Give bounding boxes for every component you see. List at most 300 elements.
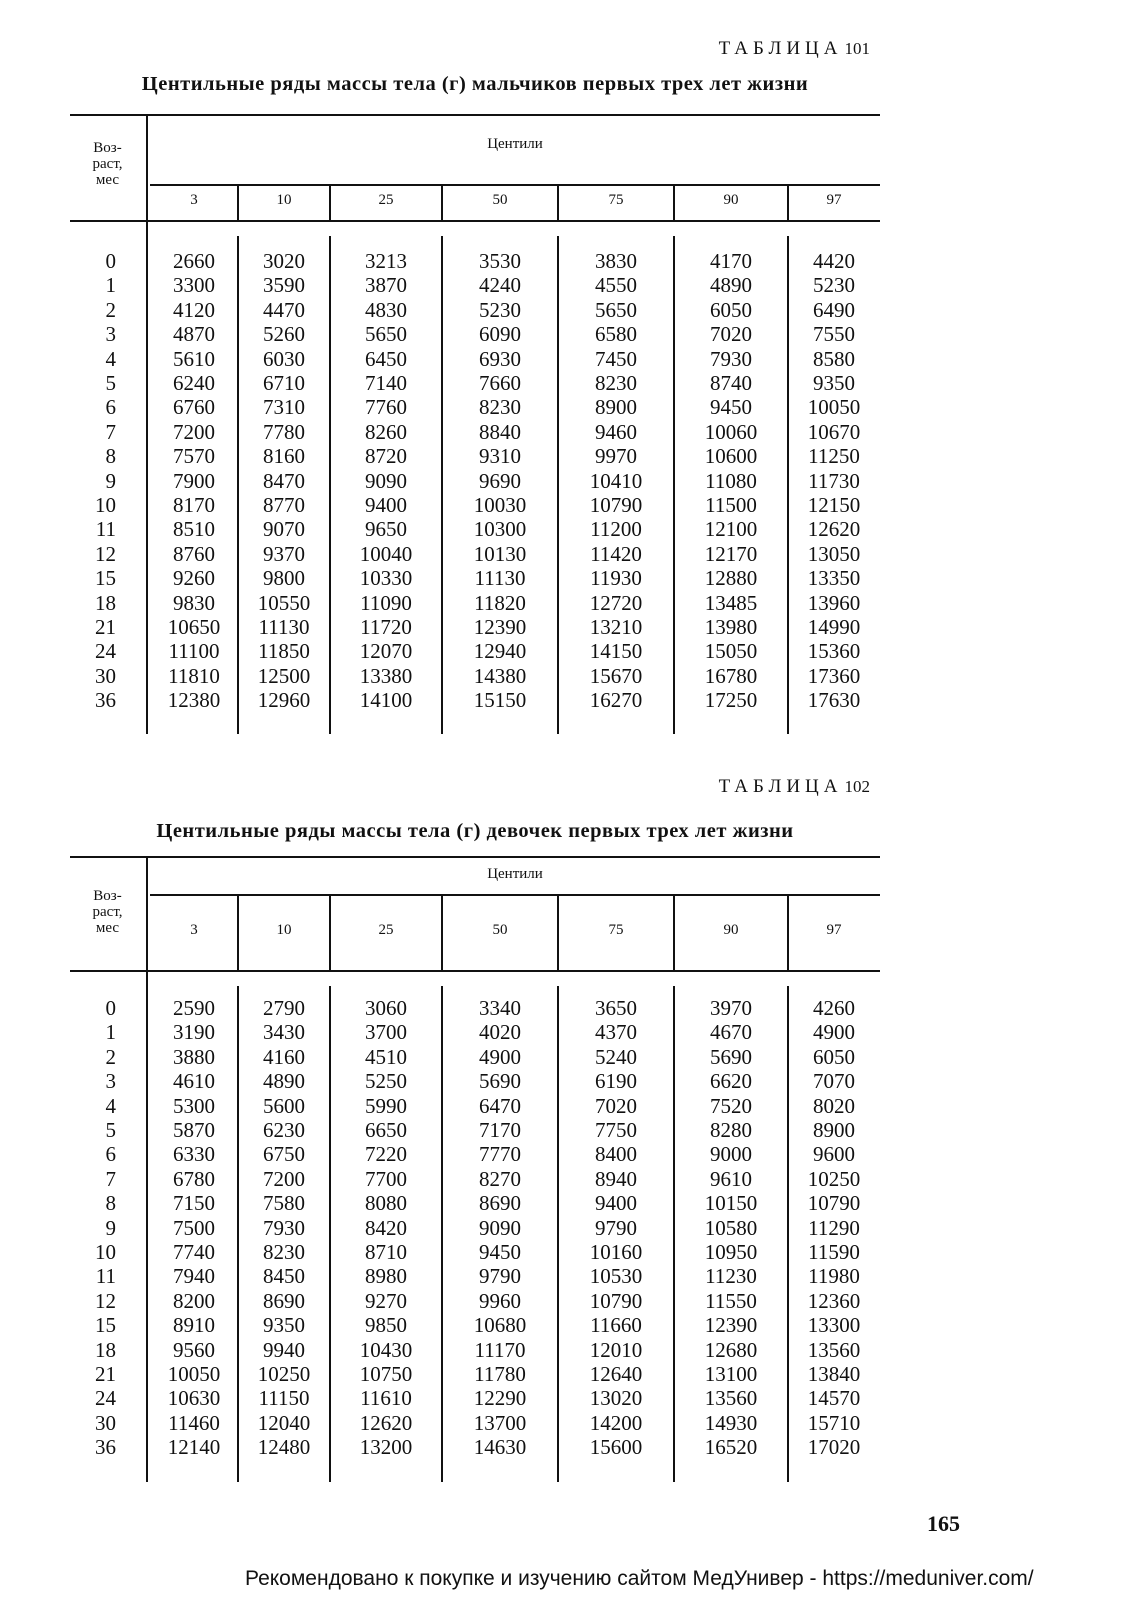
- value-cell: 8400: [595, 1142, 637, 1167]
- value-cell: 3830: [595, 249, 637, 273]
- value-cell: 11850: [258, 639, 310, 664]
- value-cell: 9400: [365, 493, 407, 517]
- table-102-title: Центильные ряды массы тела (г) девочек первых трех лет жизни: [156, 820, 794, 842]
- column-header-centile-25: 25: [378, 192, 394, 208]
- value-cell: 14380: [473, 663, 527, 688]
- age-cell: 36: [95, 1435, 116, 1460]
- table-label-word: ТАБЛИЦА: [718, 38, 843, 59]
- value-cell: 9650: [365, 517, 407, 542]
- value-cell: 11610: [360, 1386, 412, 1411]
- value-cell: 3870: [365, 273, 407, 298]
- value-cell: 10950: [704, 1240, 758, 1264]
- value-cell: 15150: [473, 688, 527, 713]
- value-cell: 13020: [589, 1386, 643, 1411]
- value-cell: 12620: [807, 517, 861, 542]
- value-cell: 10790: [589, 493, 643, 517]
- value-cell: 9350: [813, 371, 855, 395]
- value-cell: 9560: [173, 1337, 215, 1362]
- value-cell: 5650: [365, 322, 407, 347]
- value-cell: 7770: [479, 1142, 521, 1167]
- column-divider-line: [237, 236, 239, 734]
- age-header-line-1: Воз-: [93, 888, 122, 904]
- table-row: [70, 591, 880, 616]
- table-row: [70, 1411, 880, 1436]
- value-cell: 15600: [589, 1435, 643, 1460]
- value-cell: 10150: [704, 1191, 758, 1216]
- value-cell: 7150: [173, 1191, 215, 1216]
- footer-recommendation: Рекомендовано к покупке и изучению сайтом МедУнивер - https://meduniver.com/: [245, 1567, 1034, 1590]
- value-cell: 12100: [704, 517, 758, 542]
- value-cell: 14630: [473, 1435, 527, 1460]
- column-header-centile-10: 10: [276, 192, 292, 208]
- value-cell: 11550: [705, 1288, 757, 1313]
- age-cell: 2: [105, 297, 116, 322]
- value-cell: 7020: [595, 1093, 637, 1118]
- value-cell: 3650: [595, 996, 637, 1020]
- value-cell: 17630: [807, 688, 861, 713]
- age-cell: 10: [95, 493, 116, 517]
- age-cell: 21: [95, 1362, 116, 1386]
- age-cell: 6: [105, 395, 116, 420]
- age-cell: 4: [105, 346, 116, 371]
- value-cell: 3880: [173, 1044, 215, 1069]
- value-cell: 2790: [263, 996, 305, 1020]
- value-cell: 13700: [473, 1410, 527, 1435]
- value-cell: 4020: [479, 1020, 521, 1045]
- value-cell: 5690: [479, 1069, 521, 1094]
- value-cell: 8020: [813, 1093, 855, 1118]
- age-header-line-3: мес: [95, 172, 120, 188]
- value-cell: 5990: [365, 1093, 407, 1118]
- value-cell: 8170: [173, 493, 215, 517]
- value-cell: 8230: [479, 395, 521, 420]
- value-cell: 11230: [705, 1264, 757, 1289]
- column-divider-line: [237, 184, 239, 220]
- value-cell: 16780: [704, 663, 758, 688]
- value-cell: 7220: [365, 1142, 407, 1167]
- value-cell: 12290: [473, 1386, 527, 1411]
- value-cell: 9450: [479, 1240, 521, 1264]
- value-cell: 4900: [813, 1020, 855, 1045]
- column-divider-line: [557, 986, 559, 1482]
- table-row: [70, 469, 880, 494]
- value-cell: 12380: [167, 688, 221, 713]
- age-cell: 5: [105, 371, 116, 395]
- value-cell: 6030: [263, 346, 305, 371]
- value-cell: 4170: [710, 249, 752, 273]
- age-cell: 2: [105, 1044, 116, 1069]
- value-cell: 12040: [257, 1410, 311, 1435]
- age-cell: 30: [95, 663, 116, 688]
- value-cell: 14990: [807, 615, 861, 639]
- value-cell: 12360: [807, 1288, 861, 1313]
- value-cell: 4470: [263, 297, 305, 322]
- column-divider-line: [673, 894, 675, 970]
- value-cell: 4830: [365, 297, 407, 322]
- column-header-centile-75: 75: [608, 192, 624, 208]
- value-cell: 8080: [365, 1191, 407, 1216]
- age-header-line-2: раст,: [92, 904, 123, 920]
- column-divider-line: [557, 184, 559, 220]
- value-cell: 4160: [263, 1044, 305, 1069]
- value-cell: 11170: [474, 1337, 526, 1362]
- value-cell: 8710: [365, 1240, 407, 1264]
- value-cell: 11290: [808, 1215, 860, 1240]
- value-cell: 11930: [590, 566, 642, 591]
- value-cell: 11460: [168, 1410, 220, 1435]
- value-cell: 13980: [704, 615, 758, 639]
- value-cell: 12500: [257, 663, 311, 688]
- column-divider-line: [557, 894, 559, 970]
- value-cell: 11590: [808, 1240, 860, 1264]
- value-cell: 3340: [479, 996, 521, 1020]
- table-row: [70, 517, 880, 542]
- table-row: [70, 298, 880, 323]
- table-row: [70, 1313, 880, 1338]
- table-row: [70, 639, 880, 664]
- value-cell: 15670: [589, 663, 643, 688]
- value-cell: 7450: [595, 346, 637, 371]
- value-cell: 14100: [359, 688, 413, 713]
- value-cell: 6780: [173, 1166, 215, 1191]
- value-cell: 11080: [705, 468, 757, 493]
- value-cell: 10130: [473, 541, 527, 566]
- table-row: [70, 1289, 880, 1314]
- value-cell: 12480: [257, 1435, 311, 1460]
- value-cell: 4890: [263, 1069, 305, 1094]
- value-cell: 4890: [710, 273, 752, 298]
- centiles-header: Центили: [487, 136, 543, 152]
- value-cell: 6750: [263, 1142, 305, 1167]
- age-cell: 3: [105, 1069, 116, 1094]
- age-cell: 3: [105, 322, 116, 347]
- age-cell: 21: [95, 615, 116, 639]
- age-cell: 0: [105, 249, 116, 273]
- table-row: [70, 1264, 880, 1289]
- column-divider-line: [441, 184, 443, 220]
- value-cell: 7760: [365, 395, 407, 420]
- value-cell: 9370: [263, 541, 305, 566]
- value-cell: 9450: [710, 395, 752, 420]
- value-cell: 3300: [173, 273, 215, 298]
- value-cell: 6090: [479, 322, 521, 347]
- value-cell: 3020: [263, 249, 305, 273]
- table-row: [70, 1118, 880, 1143]
- value-cell: 4610: [173, 1069, 215, 1094]
- value-cell: 7700: [365, 1166, 407, 1191]
- value-cell: 12390: [704, 1313, 758, 1338]
- value-cell: 4670: [710, 1020, 752, 1045]
- centiles-rule: [150, 184, 880, 186]
- value-cell: 7660: [479, 371, 521, 395]
- value-cell: 8720: [365, 444, 407, 469]
- table-row: [70, 1240, 880, 1265]
- value-cell: 13560: [807, 1337, 861, 1362]
- age-cell: 15: [95, 566, 116, 591]
- value-cell: 9070: [263, 517, 305, 542]
- value-cell: 8470: [263, 468, 305, 493]
- column-header-centile-90: 90: [723, 922, 739, 938]
- value-cell: 7940: [173, 1264, 215, 1289]
- value-cell: 9350: [263, 1313, 305, 1338]
- table-row: [70, 420, 880, 445]
- value-cell: 10580: [704, 1215, 758, 1240]
- value-cell: 8450: [263, 1264, 305, 1289]
- age-cell: 18: [95, 1337, 116, 1362]
- table-row: [70, 493, 880, 518]
- age-cell: 9: [105, 468, 116, 493]
- value-cell: 7200: [173, 419, 215, 444]
- value-cell: 10670: [807, 419, 861, 444]
- table-101-label: [719, 38, 870, 60]
- age-cell: 9: [105, 1215, 116, 1240]
- value-cell: 6450: [365, 346, 407, 371]
- table-row: [70, 566, 880, 591]
- age-header-line-1: Воз-: [93, 140, 122, 156]
- value-cell: 8900: [813, 1118, 855, 1142]
- value-cell: 10160: [589, 1240, 643, 1264]
- value-cell: 8690: [479, 1191, 521, 1216]
- value-cell: 9800: [263, 566, 305, 591]
- value-cell: 10430: [359, 1337, 413, 1362]
- table-row: [70, 1045, 880, 1070]
- value-cell: 7780: [263, 419, 305, 444]
- column-divider-line: [673, 184, 675, 220]
- value-cell: 11100: [168, 639, 220, 664]
- value-cell: 6230: [263, 1118, 305, 1142]
- age-cell: 15: [95, 1313, 116, 1338]
- value-cell: 13100: [704, 1362, 758, 1386]
- value-cell: 12720: [589, 590, 643, 615]
- age-cell: 1: [105, 273, 116, 298]
- age-cell: 8: [105, 1191, 116, 1216]
- value-cell: 8910: [173, 1313, 215, 1338]
- top-rule: [70, 114, 880, 116]
- value-cell: 11090: [360, 590, 412, 615]
- value-cell: 10030: [473, 493, 527, 517]
- age-cell: 7: [105, 419, 116, 444]
- table-101-title: Центильные ряды массы тела (г) мальчиков первых трех лет жизни: [141, 73, 809, 95]
- value-cell: 6620: [710, 1069, 752, 1094]
- column-divider-line: [787, 894, 789, 970]
- value-cell: 4870: [173, 322, 215, 347]
- value-cell: 9690: [479, 468, 521, 493]
- table-row: [70, 1338, 880, 1363]
- column-header-centile-25: 25: [378, 922, 394, 938]
- value-cell: 9090: [365, 468, 407, 493]
- value-cell: 3970: [710, 996, 752, 1020]
- value-cell: 8690: [263, 1288, 305, 1313]
- value-cell: 10050: [807, 395, 861, 420]
- table-row: [70, 1191, 880, 1216]
- value-cell: 9830: [173, 590, 215, 615]
- column-header-centile-75: 75: [608, 922, 624, 938]
- value-cell: 14150: [589, 639, 643, 664]
- value-cell: 10040: [359, 541, 413, 566]
- value-cell: 9000: [710, 1142, 752, 1167]
- value-cell: 8230: [263, 1240, 305, 1264]
- value-cell: 5230: [813, 273, 855, 298]
- value-cell: 9960: [479, 1288, 521, 1313]
- value-cell: 7520: [710, 1093, 752, 1118]
- value-cell: 4510: [365, 1044, 407, 1069]
- table-row: [70, 1386, 880, 1411]
- value-cell: 9940: [263, 1337, 305, 1362]
- value-cell: 6650: [365, 1118, 407, 1142]
- age-cell: 30: [95, 1410, 116, 1435]
- table-label-number: 102: [844, 777, 870, 796]
- value-cell: 11420: [590, 541, 642, 566]
- value-cell: 6190: [595, 1069, 637, 1094]
- value-cell: 7740: [173, 1240, 215, 1264]
- column-divider-line: [673, 986, 675, 1482]
- age-cell: 10: [95, 1240, 116, 1264]
- value-cell: 13485: [704, 590, 758, 615]
- value-cell: 7170: [479, 1118, 521, 1142]
- page-number: 165: [927, 1511, 960, 1536]
- column-header-centile-50: 50: [492, 922, 508, 938]
- column-divider-line: [787, 986, 789, 1482]
- value-cell: 10410: [589, 468, 643, 493]
- value-cell: 9600: [813, 1142, 855, 1167]
- value-cell: 10250: [807, 1166, 861, 1191]
- table-label-number: 101: [844, 39, 870, 58]
- table-row: [70, 1167, 880, 1192]
- table-row: [70, 1435, 880, 1460]
- table-row: [70, 395, 880, 420]
- value-cell: 11500: [705, 493, 757, 517]
- value-cell: 11810: [168, 663, 220, 688]
- column-header-centile-97: 97: [826, 922, 842, 938]
- value-cell: 12390: [473, 615, 527, 639]
- value-cell: 13200: [359, 1435, 413, 1460]
- value-cell: 10530: [589, 1264, 643, 1289]
- value-cell: 12170: [704, 541, 758, 566]
- value-cell: 8900: [595, 395, 637, 420]
- value-cell: 3430: [263, 1020, 305, 1045]
- value-cell: 6580: [595, 322, 637, 347]
- table-row: [70, 347, 880, 372]
- value-cell: 11200: [590, 517, 642, 542]
- value-cell: 10330: [359, 566, 413, 591]
- value-cell: 3060: [365, 996, 407, 1020]
- value-cell: 12070: [359, 639, 413, 664]
- table-102: [70, 856, 880, 1482]
- value-cell: 12140: [167, 1435, 221, 1460]
- value-cell: 11130: [474, 566, 526, 591]
- value-cell: 7750: [595, 1118, 637, 1142]
- age-header: [70, 888, 145, 936]
- table-row: [70, 1216, 880, 1241]
- value-cell: 9790: [479, 1264, 521, 1289]
- column-header-centile-90: 90: [723, 192, 739, 208]
- value-cell: 6240: [173, 371, 215, 395]
- age-cell: 24: [95, 1386, 116, 1411]
- value-cell: 12150: [807, 493, 861, 517]
- table-row: [70, 1020, 880, 1045]
- value-cell: 6930: [479, 346, 521, 371]
- column-divider-line: [237, 986, 239, 1482]
- age-header-line-2: раст,: [92, 156, 123, 172]
- age-cell: 7: [105, 1166, 116, 1191]
- header-bottom-rule: [70, 970, 880, 972]
- column-divider-line: [787, 236, 789, 734]
- value-cell: 9310: [479, 444, 521, 469]
- column-divider-line: [237, 894, 239, 970]
- value-cell: 8420: [365, 1215, 407, 1240]
- value-cell: 8840: [479, 419, 521, 444]
- top-rule: [70, 856, 880, 858]
- value-cell: 4260: [813, 996, 855, 1020]
- value-cell: 9090: [479, 1215, 521, 1240]
- value-cell: 5230: [479, 297, 521, 322]
- value-cell: 12880: [704, 566, 758, 591]
- value-cell: 13380: [359, 663, 413, 688]
- value-cell: 8980: [365, 1264, 407, 1289]
- age-cell: 1: [105, 1020, 116, 1045]
- value-cell: 13560: [704, 1386, 758, 1411]
- age-cell: 18: [95, 590, 116, 615]
- value-cell: 9400: [595, 1191, 637, 1216]
- table-row: [70, 273, 880, 298]
- value-cell: 15710: [807, 1410, 861, 1435]
- value-cell: 11730: [808, 468, 860, 493]
- age-divider-line: [146, 858, 148, 1482]
- value-cell: 3590: [263, 273, 305, 298]
- value-cell: 6470: [479, 1093, 521, 1118]
- header-bottom-rule: [70, 220, 880, 222]
- age-cell: 12: [95, 1288, 116, 1313]
- column-header-centile-3: 3: [190, 192, 198, 208]
- column-divider-line: [673, 236, 675, 734]
- value-cell: 12940: [473, 639, 527, 664]
- value-cell: 13300: [807, 1313, 861, 1338]
- table-row: [70, 996, 880, 1021]
- value-cell: 11250: [808, 444, 860, 469]
- value-cell: 5870: [173, 1118, 215, 1142]
- value-cell: 5600: [263, 1093, 305, 1118]
- value-cell: 7500: [173, 1215, 215, 1240]
- value-cell: 9970: [595, 444, 637, 469]
- age-header: [70, 140, 145, 188]
- value-cell: 7570: [173, 444, 215, 469]
- value-cell: 9850: [365, 1313, 407, 1338]
- table-101: [70, 114, 880, 734]
- value-cell: 15360: [807, 639, 861, 664]
- table-row: [70, 371, 880, 396]
- table-row: [70, 1142, 880, 1167]
- value-cell: 10750: [359, 1362, 413, 1386]
- column-header-centile-10: 10: [276, 922, 292, 938]
- value-cell: 6330: [173, 1142, 215, 1167]
- column-divider-line: [441, 986, 443, 1482]
- value-cell: 12640: [589, 1362, 643, 1386]
- column-divider-line: [329, 236, 331, 734]
- value-cell: 9460: [595, 419, 637, 444]
- age-cell: 24: [95, 639, 116, 664]
- value-cell: 7140: [365, 371, 407, 395]
- value-cell: 4420: [813, 249, 855, 273]
- column-divider-line: [441, 894, 443, 970]
- value-cell: 13210: [589, 615, 643, 639]
- value-cell: 7550: [813, 322, 855, 347]
- value-cell: 4550: [595, 273, 637, 298]
- value-cell: 17020: [807, 1435, 861, 1460]
- value-cell: 12960: [257, 688, 311, 713]
- value-cell: 6050: [710, 297, 752, 322]
- value-cell: 3530: [479, 249, 521, 273]
- value-cell: 14570: [807, 1386, 861, 1411]
